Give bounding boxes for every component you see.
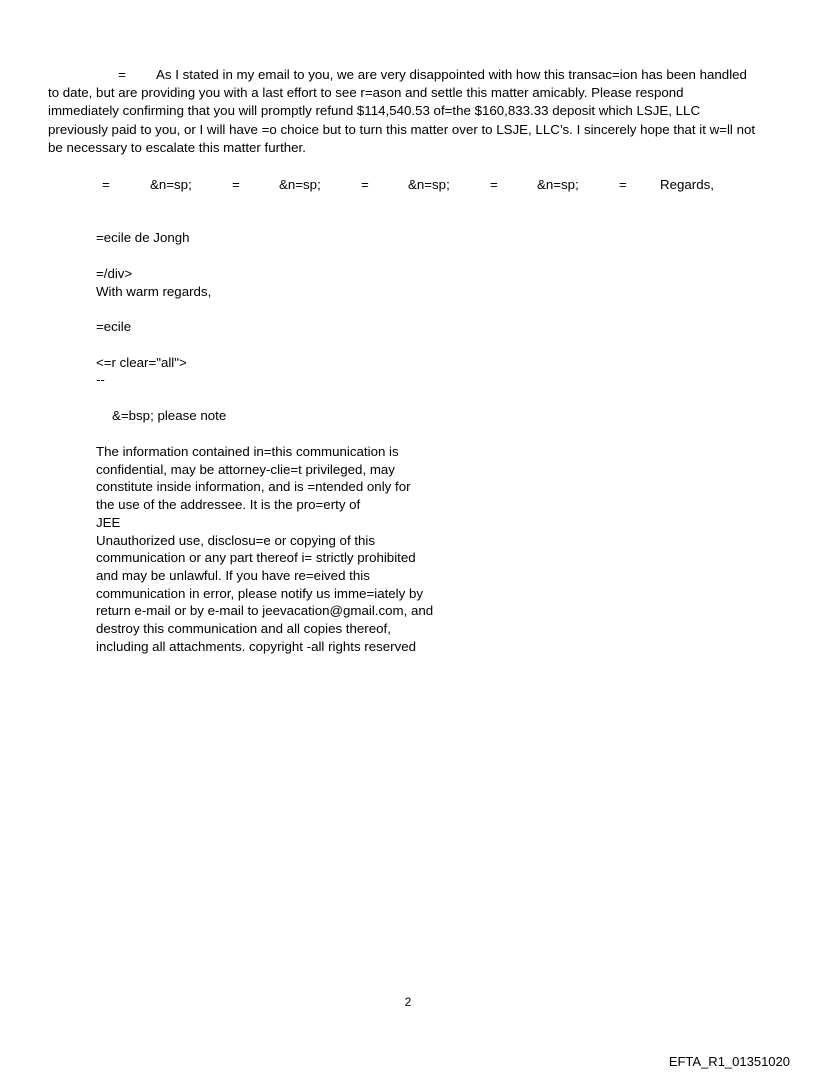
confidentiality-disclaimer: [96, 443, 456, 655]
disclaimer-line: communication in error, please notify us imme=iately by: [96, 585, 424, 601]
disclaimer-line: including all attachments. copyright -all rights reserved: [96, 638, 417, 654]
regards-token: =: [102, 177, 110, 192]
regards-token: =: [232, 177, 240, 192]
disclaimer-line: JEE: [96, 514, 121, 530]
please-note-label: &=bsp; please note: [112, 408, 227, 423]
regards-token: &n=sp;: [279, 177, 321, 192]
paragraph-line-5: be necessary to escalate this matter further.: [48, 139, 306, 155]
regards-token: &n=sp;: [537, 177, 579, 192]
disclaimer-line: destroy this communication and all copies thereof,: [96, 621, 391, 637]
disclaimer-line: Unauthorized use, disclosu=e or copying of this: [96, 532, 376, 548]
email-body-paragraph: [48, 66, 778, 157]
signature-first-name: =ecile: [96, 319, 132, 334]
disclaimer-line: The information contained in=this communication is: [96, 444, 399, 459]
paragraph-line-3: immediately confirming that you will promptly refund $114,540.53 of=the $160,833.33 deposit which LSJE, LLC: [48, 103, 701, 119]
disclaimer-line: communication or any part thereof i= strictly prohibited: [96, 550, 416, 566]
disclaimer-line: constitute inside information, and is =ntended only for: [96, 479, 411, 495]
disclaimer-line: confidential, may be attorney-clie=t privileged, may: [96, 461, 395, 477]
paragraph-line-4: previously paid to you, or I will have =o choice but to turn this matter over to LSJE, LLC’s. I sincerely hope that it w=ll not: [48, 121, 756, 137]
paragraph-line-text: As I stated in my email to you, we are very disappointed with how this transac=ion has been handled: [156, 67, 747, 82]
page-number: 2: [404, 995, 412, 1009]
regards-token: =: [361, 177, 369, 192]
regards-token: =: [490, 177, 498, 192]
signature-markup-div: =/div>: [96, 266, 133, 281]
signature-markup-br: <=r clear="all">: [96, 355, 187, 370]
disclaimer-line: and may be unlawful. If you have re=eived this: [96, 567, 370, 583]
regards-token: =: [619, 177, 627, 192]
bates-number: EFTA_R1_01351020: [668, 1054, 790, 1069]
paragraph-line-1: [48, 66, 778, 84]
paragraph-lead-marker: =: [118, 67, 126, 82]
signature-name: =ecile de Jongh: [96, 230, 190, 245]
signature-separator: --: [96, 372, 105, 387]
disclaimer-line: the use of the addressee. It is the pro=erty of: [96, 497, 361, 513]
signature-closing: With warm regards,: [96, 284, 212, 299]
regards-closing: Regards,: [660, 177, 714, 192]
disclaimer-line: return e-mail or by e-mail to jeevacation@gmail.com, and: [96, 603, 434, 619]
paragraph-line-2: to date, but are providing you with a last effort to see r=ason and settle this matter amicably. Please respond: [48, 85, 684, 101]
regards-token: &n=sp;: [408, 177, 450, 192]
regards-token: &n=sp;: [150, 177, 192, 192]
